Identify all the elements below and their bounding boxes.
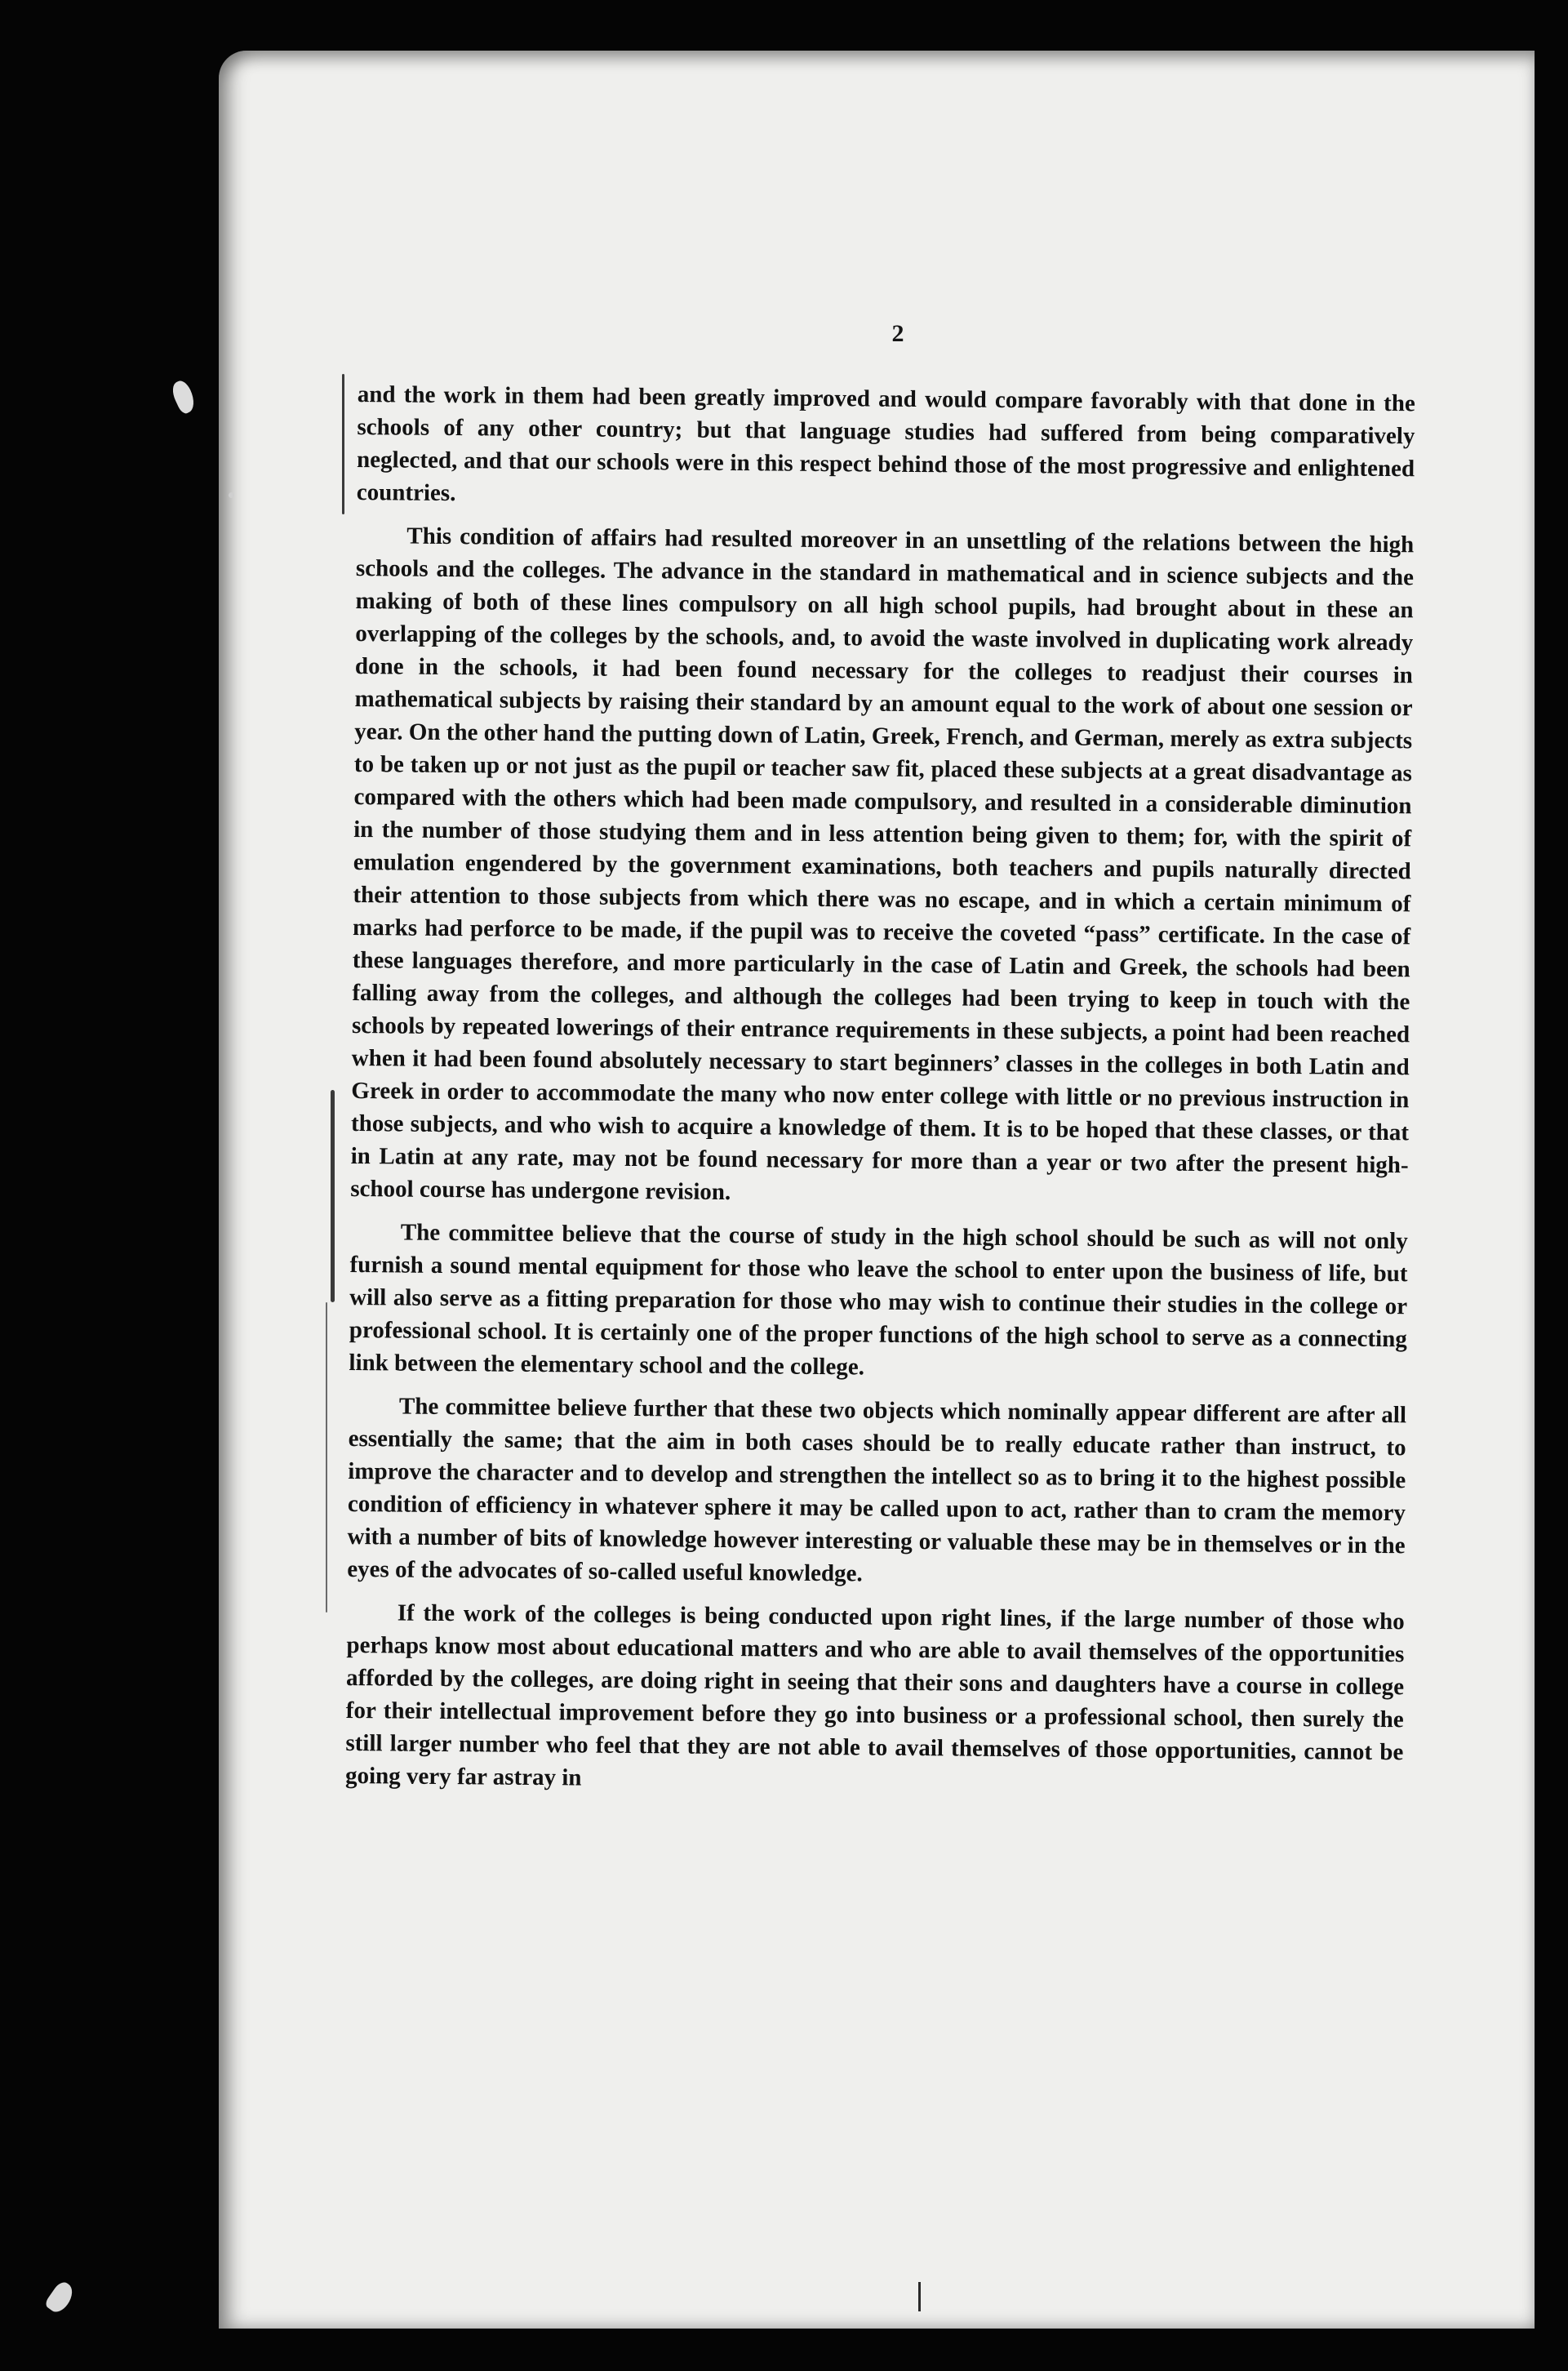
paragraph: The committee believe further that these two objects which nominally appear different are after all essentially the same; that the aim in both cases should be to really educate rather than instruct, to improve the character and to develop and strengthen the intellect so as to bring it to the highest possible condition of efficiency in whatever sphere it may be called upon to act, rather than to cram the memory with a number of bits of knowledge however interesting or valuable these may be in themselves or in the eyes of the advocates of so-called useful knowledge.: [347, 1393, 1407, 1587]
gutter-mark: [918, 2282, 921, 2311]
margin-bracket-middle: [331, 1090, 335, 1302]
paragraph: This condition of affairs had resulted moreover in an unsettling of the relations between the high schools and the colleges. The advance in the standard in mathematical and in science subjects and the making of both of these lines compulsory on all high school pupils, had brought about in these an overlapping of the colleges by the schools, and, to avoid the waste involved in duplicating work already done in the schools, it had been found necessary for the colleges to readjust their courses in mathematical subjects by raising their standard by an amount equal to the work of about one session or year. On the other hand the putting down of Latin, Greek, French, and German, merely as extra subjects to be taken up or not just as the pupil or teacher saw fit, placed these subjects at a great disadvantage as compared with the others which had been made compulsory, and resulted in a considerable diminution in the number of those studying them and in less attention being given to them; for, with the spirit of emulation engendered by the government examinations, both teachers and pupils naturally directed their attention to those subjects from which there was no escape, and in which a certain minimum of marks had perforce to be made, if the pupil was to receive the coveted “pass” certificate. In the case of these languages therefore, and more particularly in the case of Latin and Greek, the schools had been falling away from the colleges, and although the colleges had been trying to keep in touch with the schools by repeated lowerings of their entrance requirements in these subjects, a point had been reached when it had been found absolutely necessary to start beginners’ classes in the colleges in both Latin and Greek in order to accommodate the many who now enter college with little or no previous instruction in those subjects, and who wish to acquire a knowledge of them. It is to be hoped that these classes, or that in Latin at any rate, may not be found necessary for more than a year or two after the present high-school course has undergone revision.: [350, 523, 1415, 1206]
paragraph: The committee believe that the course of study in the high school should be such as will not only furnish a sound mental equipment for those who leave the school to enter upon the business of life, but will also serve as a fitting preparation for those who may wish to continue their studies in the college or professional school. It is certainly one of the proper functions of the high school to serve as a connecting link between the elementary school and the college.: [349, 1219, 1408, 1381]
ink-dot: [229, 492, 234, 498]
paragraph: If the work of the colleges is being conducted upon right lines, if the large number of those who perhaps know most about educational matters and who are able to avail themselves of the opportunities afforded by the colleges, are doing right in seeing that their sons and daughters have a course in college for their intellectual improvement before they go into business or a professional school, then surely the still larger number who feel that they are not able to avail themselves of those opportunities, cannot be going very far astray in: [344, 1599, 1405, 1791]
margin-line-lower: [326, 1302, 327, 1613]
body-text: [345, 378, 1415, 1812]
page-number: 2: [891, 320, 904, 347]
paragraph-continuation: and the work in them had been greatly improved and would compare favorably with that done in the schools of any other country; but that language studies had suffered from being comparatively neglected, and that our schools were in this respect behind those of the most progressive and enlightened countries.: [356, 380, 1415, 507]
margin-bracket-top: [342, 374, 344, 514]
